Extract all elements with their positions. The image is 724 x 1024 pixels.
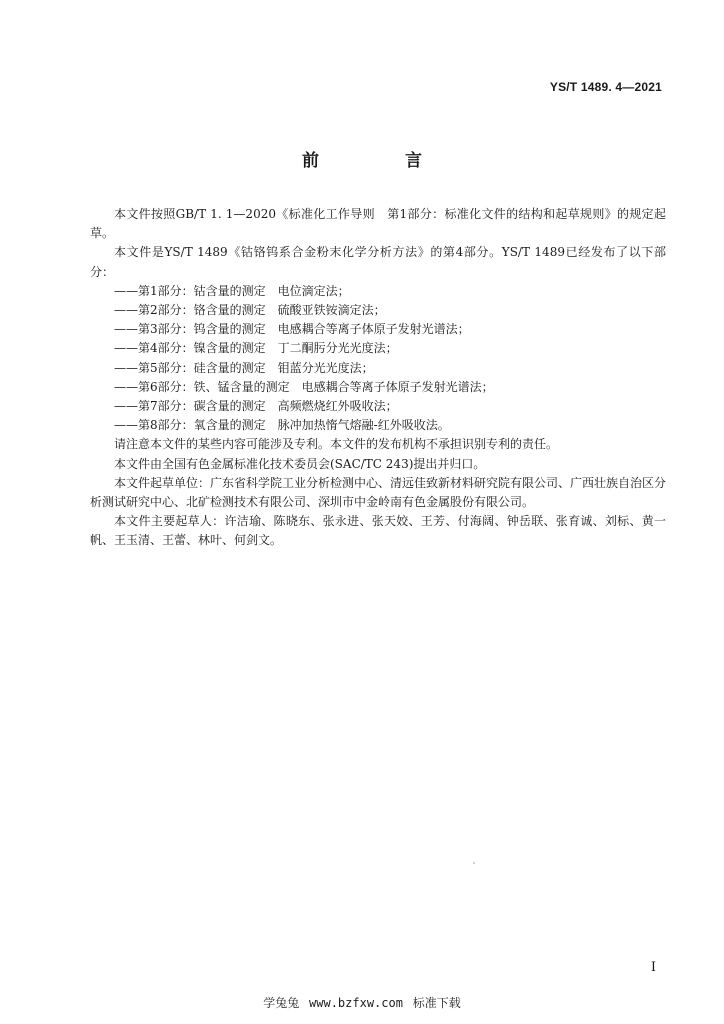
footer-watermark [0, 994, 724, 1011]
scan-speck [473, 862, 475, 864]
standard-code: YS/T 1489. 4—2021 [549, 80, 662, 94]
part-method: 电位滴定法； [277, 283, 350, 298]
part-title: ——第1部分：钴含量的测定 [114, 283, 266, 298]
paragraph-drafters: 本文件主要起草人：许洁瑜、陈晓东、张永进、张天姣、王芳、付海阔、钟岳联、张育诚、刘标、黄一帆、王玉清、王蕾、林叶、何剑文。 [90, 514, 666, 548]
part-title: ——第4部分：镍含量的测定 [114, 341, 266, 356]
part-method: 电感耦合等离子体原子发射光谱法； [301, 379, 494, 394]
list-item [90, 378, 666, 397]
part-method: 高频燃烧红外吸收法； [277, 399, 398, 414]
paragraph-drafting-rules: 本文件按照GB/T 1. 1—2020《标准化工作导则 第1部分：标准化文件的结构和起草规则》的规定起草。 [90, 207, 666, 241]
page-title: 前 言 [302, 151, 462, 171]
list-item [90, 339, 666, 358]
page-number: I [650, 960, 656, 975]
watermark-tagline: 标准下载 [412, 996, 461, 1010]
list-item [90, 397, 666, 416]
part-title: ——第6部分：铁、锰含量的测定 [114, 379, 290, 394]
part-title: ——第7部分：碳含量的测定 [114, 399, 266, 414]
part-title: ——第5部分：硅含量的测定 [114, 360, 266, 375]
part-title: ——第2部分：铬含量的测定 [114, 303, 266, 318]
part-title: ——第3部分：钨含量的测定 [114, 322, 266, 337]
paragraph-drafting-units: 本文件起草单位：广东省科学院工业分析检测中心、清远佳致新材料研究院有限公司、广西壮族自治区分析测试研究中心、北矿检测技术有限公司、深圳市中金岭南有色金属股份有限公司。 [90, 475, 667, 510]
watermark-site-name: 学兔兔 [263, 996, 300, 1010]
list-item [90, 282, 666, 301]
part-method: 丁二酮肟分光光度法； [277, 341, 398, 356]
list-item [90, 320, 666, 339]
watermark-url-link[interactable]: www.bzfxw.com [309, 996, 403, 1010]
foreword-body [90, 205, 666, 551]
list-item [90, 416, 666, 435]
paragraph-proposer: 本文件由全国有色金属标准化技术委员会(SAC/TC 243)提出并归口。 [114, 456, 486, 471]
part-method: 脉冲加热惰气熔融-红外吸收法。 [277, 418, 450, 433]
list-item [90, 359, 666, 378]
paragraph-series-intro: 本文件是YS/T 1489《钴铬钨系合金粉末化学分析方法》的第4部分。YS/T 1489已经发布了以下部分： [90, 245, 666, 279]
parts-list [90, 282, 666, 436]
part-method: 硫酸亚铁铵滴定法； [277, 303, 386, 318]
part-title: ——第8部分：氧含量的测定 [114, 418, 266, 433]
paragraph-patent-notice: 请注意本文件的某些内容可能涉及专利。本文件的发布机构不承担识别专利的责任。 [114, 437, 559, 452]
list-item [90, 301, 666, 320]
part-method: 钼蓝分光光度法； [277, 360, 374, 375]
part-method: 电感耦合等离子体原子发射光谱法； [277, 322, 470, 337]
